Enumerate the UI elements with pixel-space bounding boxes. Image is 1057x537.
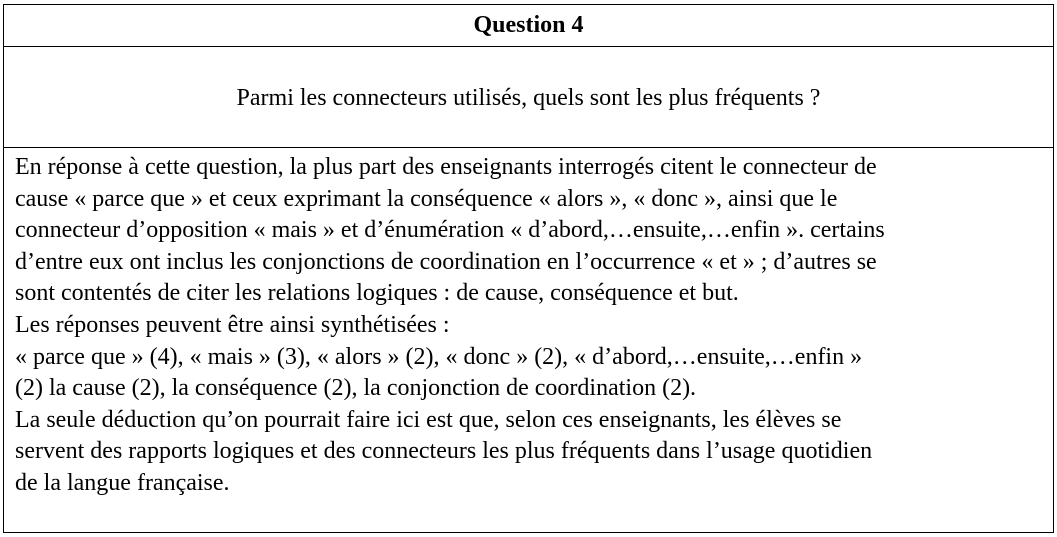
answer-text bbox=[15, 152, 1040, 500]
table-title: Question 4 bbox=[473, 12, 584, 38]
answer-line: Les réponses peuvent être ainsi synthétisées : bbox=[15, 311, 450, 338]
answer-row bbox=[4, 148, 1053, 532]
answer-line: cause « parce que » et ceux exprimant la conséquence « alors », « donc », ainsi que le bbox=[15, 185, 838, 212]
answer-line: (2) la cause (2), la conséquence (2), la conjonction de coordination (2). bbox=[15, 375, 697, 402]
answer-line: sont contentés de citer les relations logiques : de cause, conséquence et but. bbox=[15, 280, 739, 307]
answer-line: servent des rapports logiques et des connecteurs les plus fréquents dans l’usage quotidien bbox=[15, 438, 873, 465]
answer-line: La seule déduction qu’on pourrait faire ici est que, selon ces enseignants, les élèves se bbox=[15, 406, 842, 433]
question-text: Parmi les connecteurs utilisés, quels sont les plus fréquents ? bbox=[236, 85, 821, 111]
question-table bbox=[3, 4, 1054, 533]
answer-line: connecteur d’opposition « mais » et d’énumération « d’abord,…ensuite,…enfin ». certains bbox=[15, 217, 885, 244]
answer-line: d’entre eux ont inclus les conjonctions de coordination en l’occurrence « et » ; d’autres se bbox=[15, 248, 877, 275]
answer-line: « parce que » (4), « mais » (3), « alors » (2), « donc » (2), « d’abord,…ensuite,…enfin » bbox=[15, 343, 863, 370]
answer-line: En réponse à cette question, la plus part des enseignants interrogés citent le connecteur de bbox=[15, 154, 877, 180]
answer-line: de la langue française. bbox=[15, 469, 230, 496]
title-row bbox=[4, 5, 1053, 47]
question-row bbox=[4, 47, 1053, 148]
